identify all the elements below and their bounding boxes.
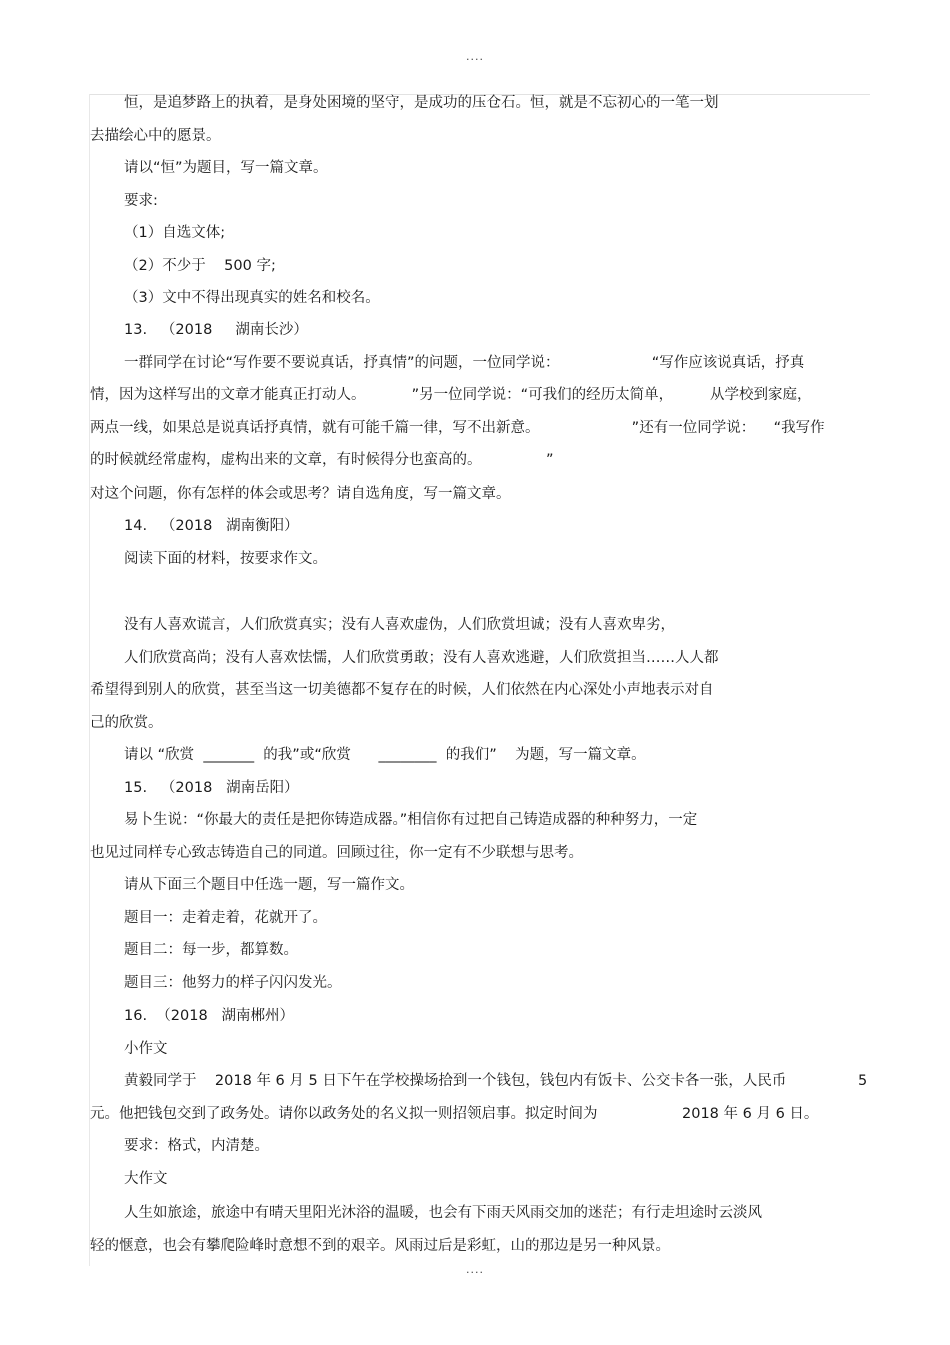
text-line: 人生如旅途，旅途中有晴天里阳光沐浴的温暖，也会有下雨天风雨交加的迷茫；有行走坦途时云淡风: [124, 1205, 762, 1221]
text-line: 要求：格式，内清楚。: [124, 1138, 269, 1154]
text-line: 要求:: [124, 193, 158, 209]
text-line: 人们欣赏高尚；没有人喜欢怯懦，人们欣赏勇敢；没有人喜欢逃避，人们欣赏担当……人人都: [124, 650, 719, 666]
section-heading: 小作文: [124, 1041, 168, 1057]
text-line: 请以 “欣赏 _______ 的我”或“欣赏 ________ 的我们” 为题，写一篇文章。: [124, 747, 646, 763]
text-line: 去描绘心中的愿景。: [90, 128, 221, 144]
text-line: （1）自选文体;: [124, 225, 226, 241]
text-line: 5: [858, 1073, 868, 1089]
text-line: 易卜生说：“你最大的责任是把你铸造成器。”相信你有过把自己铸造成器的种种努力，一定: [124, 812, 698, 828]
text-line: 对这个问题，你有怎样的体会或思考？请自选角度，写一篇文章。: [90, 486, 511, 502]
header-dots: ....: [466, 50, 484, 63]
text-line: 的时候就经常虚构，虚构出来的文章，有时候得分也蛮高的。 ”: [90, 452, 554, 468]
footer-dots: ....: [466, 1263, 484, 1276]
text-line: 题目一：走着走着，花就开了。: [124, 910, 327, 926]
text-line: 恒，是追梦路上的执着，是身处困境的坚守，是成功的压仓石。恒，就是不忘初心的一笔一划: [124, 95, 719, 111]
text-line: 己的欣赏。: [90, 715, 163, 731]
text-line: 希望得到别人的欣赏，甚至当这一切美德都不复存在的时候，人们依然在内心深处小声地表示对自: [90, 682, 714, 698]
question-number: 14. （2018 湖南衡阳）: [124, 518, 299, 534]
text-line: 黄毅同学于 2018 年 6 月 5 日下午在学校操场拾到一个钱包，钱包内有饭卡、公交卡各一张，人民币: [124, 1073, 787, 1089]
text-line: 没有人喜欢谎言，人们欣赏真实；没有人喜欢虚伪，人们欣赏坦诚；没有人喜欢卑劣，: [124, 617, 675, 633]
text-line: 阅读下面的材料，按要求作文。: [124, 551, 327, 567]
text-line: （3）文中不得出现真实的姓名和校名。: [124, 290, 380, 306]
text-line: 也见过同样专心致志铸造自己的同道。回顾过往，你一定有不少联想与思考。: [90, 845, 583, 861]
text-line: 轻的惬意，也会有攀爬险峰时意想不到的艰辛。风雨过后是彩虹，山的那边是另一种风景。: [90, 1238, 670, 1254]
text-line: 请从下面三个题目中任选一题，写一篇作文。: [124, 877, 414, 893]
text-line: 元。他把钱包交到了政务处。请你以政务处的名义拟一则招领启事。拟定时间为: [90, 1106, 598, 1122]
text-line: 请以“恒”为题目，写一篇文章。: [124, 160, 328, 176]
text-line: （2）不少于 500 字;: [124, 258, 276, 274]
text-line: 题目二：每一步，都算数。: [124, 942, 298, 958]
text-line: 2018 年 6 月 6 日。: [682, 1106, 819, 1122]
question-number: 13. （2018 湖南长沙）: [124, 322, 308, 338]
text-line: 一群同学在讨论“写作要不要说真话，抒真情”的问题，一位同学说： “写作应该说真话，抒真: [124, 355, 805, 371]
text-line: 情，因为这样写出的文章才能真正打动人。 ”另一位同学说：“可我们的经历太简单， 从学校到家庭，: [90, 387, 812, 403]
text-line: 题目三：他努力的样子闪闪发光。: [124, 975, 342, 991]
question-number: 16. （2018 湖南郴州）: [124, 1008, 295, 1024]
section-heading: 大作文: [124, 1171, 168, 1187]
question-number: 15. （2018 湖南岳阳）: [124, 780, 299, 796]
text-line: 两点一线，如果总是说真话抒真情，就有可能千篇一律，写不出新意。 ”还有一位同学说： “我写作: [90, 420, 825, 436]
left-divider: [89, 94, 90, 1266]
